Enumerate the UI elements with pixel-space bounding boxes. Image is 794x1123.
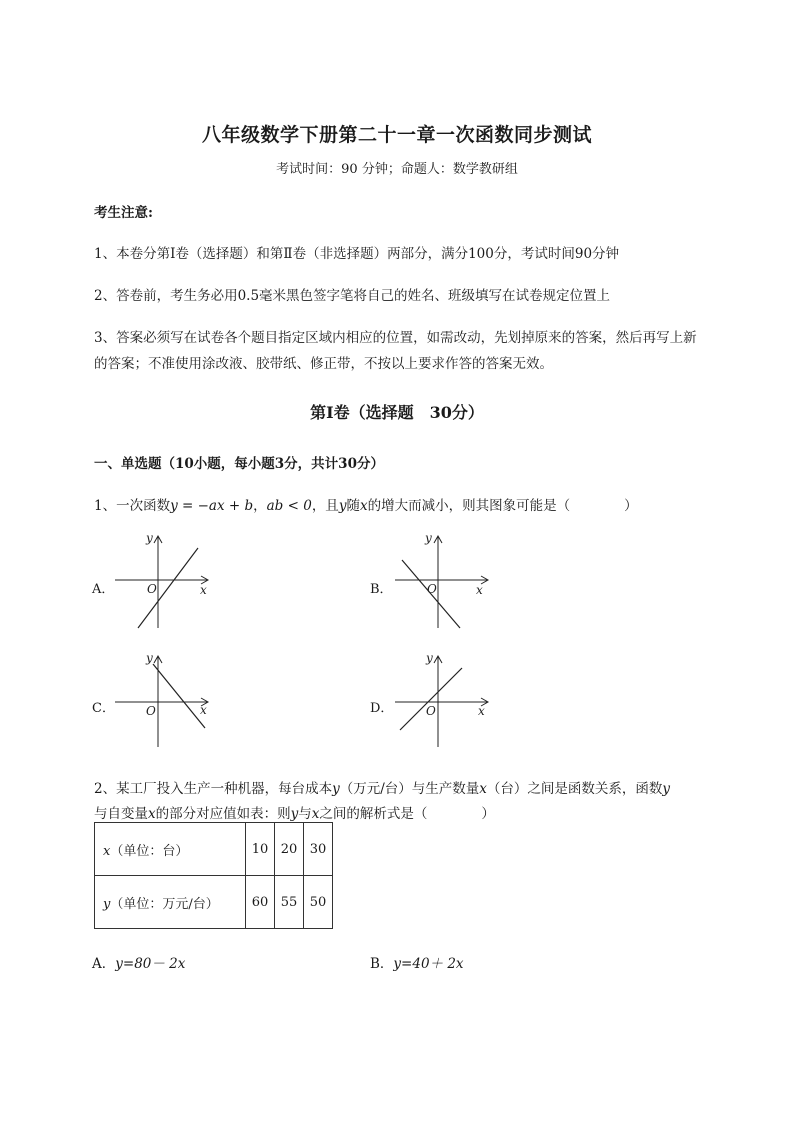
part-heading: 一、单选题（10小题，每小题3分，共计30分） [94,456,384,472]
section-title: 第I卷（选择题 30分） [310,403,484,422]
q2-text-a: 2、某工厂投入生产一种机器，每台成本 [94,781,333,797]
row-unit: （单位：台） [110,843,189,859]
table-row-label [95,823,246,876]
notice-item-2: 2、答卷前，考生务必用0.5毫米黑色签字笔将自己的姓名、班级填写在试卷规定位置上 [94,288,611,304]
q2-option-a-expr: y=80－ 2x [115,956,186,972]
table-cell: 50 [304,876,333,929]
q1-option-d-label: D． [370,701,394,716]
question-2-line-2 [94,802,495,822]
q1-option-b-graph [390,530,500,635]
table-row [95,876,333,929]
q2-option-b [370,952,464,972]
table-cell: 30 [304,823,333,876]
q1-suffix: 的增大而减小，则其图象可能是（ ） [367,498,638,514]
q2-x-var: x [479,781,487,797]
function-line [400,668,462,730]
q1-option-d-graph [390,650,500,755]
q2-text-g: 之间的解析式是（ ） [319,806,495,822]
notice-item-1: 1、本卷分第I卷（选择题）和第Ⅱ卷（非选择题）两部分，满分100分，考试时间90分钟 [94,246,620,262]
q2-option-a [92,952,185,972]
x-axis-label: x [476,583,483,597]
notice-item-3: 3、答案必须写在试卷各个题目指定区域内相应的位置，如需改动，先划掉原来的答案，然后再写上新 [94,330,697,346]
y-axis-label: y [426,651,433,665]
table-cell: 20 [275,823,304,876]
origin-label: O [426,704,436,718]
y-axis-label: y [146,531,153,545]
x-axis-label: x [200,703,207,717]
q2-x-var-3: x [311,806,320,822]
q2-text-c: （台）之间是函数关系，函数 [486,781,663,797]
table-row-label [95,876,246,929]
q2-text-e: 的部分对应值如表：则 [155,806,291,822]
row-var: y [103,896,111,912]
q2-y-var-3: y [290,806,299,822]
q1-mid: ，且 [311,498,339,514]
exam-info: 考试时间：90 分钟；命题人：数学教研组 [276,162,518,177]
question-1 [94,494,638,514]
q1-prefix: 1、一次函数 [94,498,171,514]
q1-formula: y = −ax + b [170,498,254,514]
q2-option-b-label: B． [370,956,394,972]
q1-option-a-graph [110,530,220,635]
value-table [94,822,333,929]
q1-option-c-label: C． [92,701,115,716]
q1-sep: ， [253,498,267,514]
q2-text-b: （万元/台）与生产数量 [339,781,480,797]
q2-option-a-label: A． [92,956,116,972]
origin-label: O [147,582,157,596]
x-axis-label: x [478,704,485,718]
question-2-line-1 [94,777,670,797]
q2-text-d: 与自变量 [94,806,148,822]
q2-x-var-2: x [148,806,156,822]
table-cell: 60 [246,876,275,929]
table-row [95,823,333,876]
q2-y-var: y [332,781,340,797]
q2-option-b-expr: y=40＋ 2x [393,956,464,972]
table-cell: 10 [246,823,275,876]
row-var: x [103,843,111,859]
origin-label: O [427,582,437,596]
q1-option-c-graph [110,650,220,755]
q1-option-b-label: B． [370,582,393,597]
q2-y-var-2: y [662,781,671,797]
table-cell: 55 [275,876,304,929]
q1-x-var: x [359,498,368,514]
q1-option-a-label: A． [92,582,115,597]
y-axis-label: y [425,531,432,545]
notice-item-3-cont: 的答案；不准使用涂改液、胶带纸、修正带，不按以上要求作答的答案无效。 [94,356,553,372]
q1-mid2: 随 [346,498,360,514]
q1-condition: ab < 0 [266,498,312,514]
x-axis-label: x [200,583,207,597]
row-unit: （单位：万元/台） [110,896,219,912]
origin-label: O [146,704,156,718]
q1-y-var: y [338,498,347,514]
page-title: 八年级数学下册第二十一章一次函数同步测试 [201,124,592,146]
notice-heading: 考生注意: [94,205,153,221]
q2-text-f: 与 [298,806,312,822]
function-line [153,664,205,728]
y-axis-label: y [146,651,153,665]
